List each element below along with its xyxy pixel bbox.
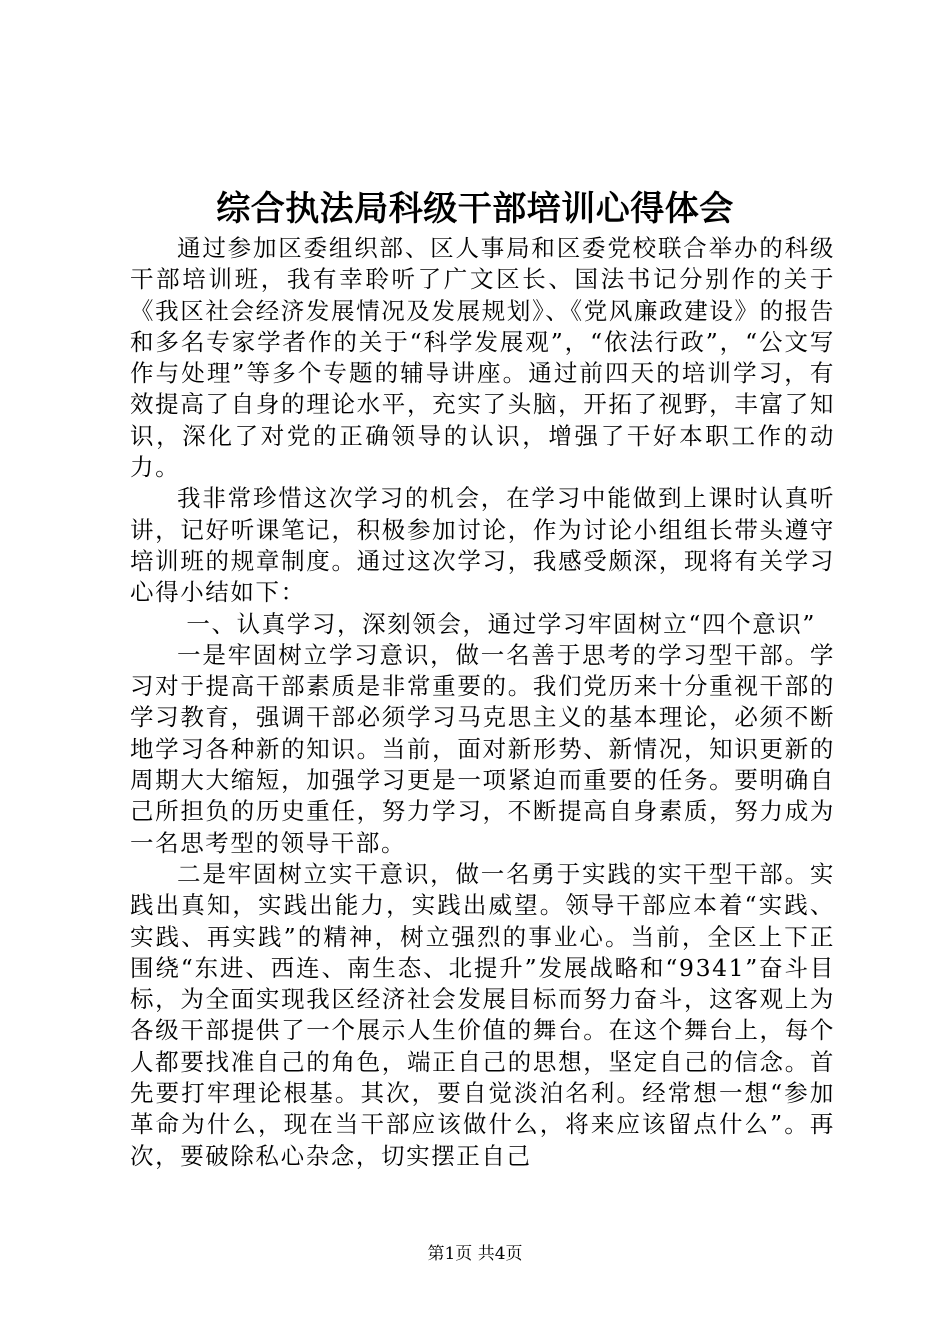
paragraph-practice-awareness: 二是牢固树立实干意识，做一名勇于实践的实干型干部。实践出真知，实践出能力，实践出威望。领导干部应本着“实践、实践、再实践”的精神，树立强烈的事业心。当前，全区上下正围绕“东进、西连、南生态、北提升”发展战略和“9341”奋斗目标，为全面实现我区经济社会发展目标而努力奋斗，这客观上为各级干部提供了一个展示人生价值的舞台。在这个舞台上，每个人都要找准自己的角色，端正自己的思想，坚定自己的信念。首先要打牢理论根基。其次，要自觉淡泊名利。经常想一想“参加革命为什么，现在当干部应该做什么，将来应该留点什么”。再次，要破除私心杂念，切实摆正自己 [130,859,835,1170]
document-title: 综合执法局科级干部培训心得体会 [216,189,734,229]
paragraph-learning-awareness: 一是牢固树立学习意识，做一名善于思考的学习型干部。学习对于提高干部素质是非常重要的。我们党历来十分重视干部的学习教育，强调干部必须学习马克思主义的基本理论，必须不断地学习各种新的知识。当前，面对新形势、新情况，知识更新的周期大大缩短，加强学习更是一项紧迫而重要的任务。要明确自己所担负的历史重任，努力学习，不断提高自身素质，努力成为一名思考型的领导干部。 [130,640,835,857]
page-number: 第1页 共4页 [427,1244,523,1264]
paragraph-intro: 通过参加区委组织部、区人事局和区委党校联合举办的科级干部培训班，我有幸聆听了广文区长、国法书记分别作的关于《我区社会经济发展情况及发展规划》、《党风廉政建设》的报告和多名专家学者作的关于“科学发展观”，“依法行政”，“公文写作与处理”等多个专题的辅导讲座。通过前四天的培训学习，有效提高了自身的理论水平，充实了头脑，开拓了视野，丰富了知识，深化了对党的正确领导的认识，增强了干好本职工作的动力。 [130,234,835,482]
document-body [130,233,835,1172]
paragraph-study-attitude: 我非常珍惜这次学习的机会，在学习中能做到上课时认真听讲，记好听课笔记，积极参加讨论，作为讨论小组组长带头遵守培训班的规章制度。通过这次学习，我感受颇深，现将有关学习心得小结如下： [130,484,835,607]
section-heading-1: 一、认真学习，深刻领会，通过学习牢固树立“四个意识” [186,609,817,638]
